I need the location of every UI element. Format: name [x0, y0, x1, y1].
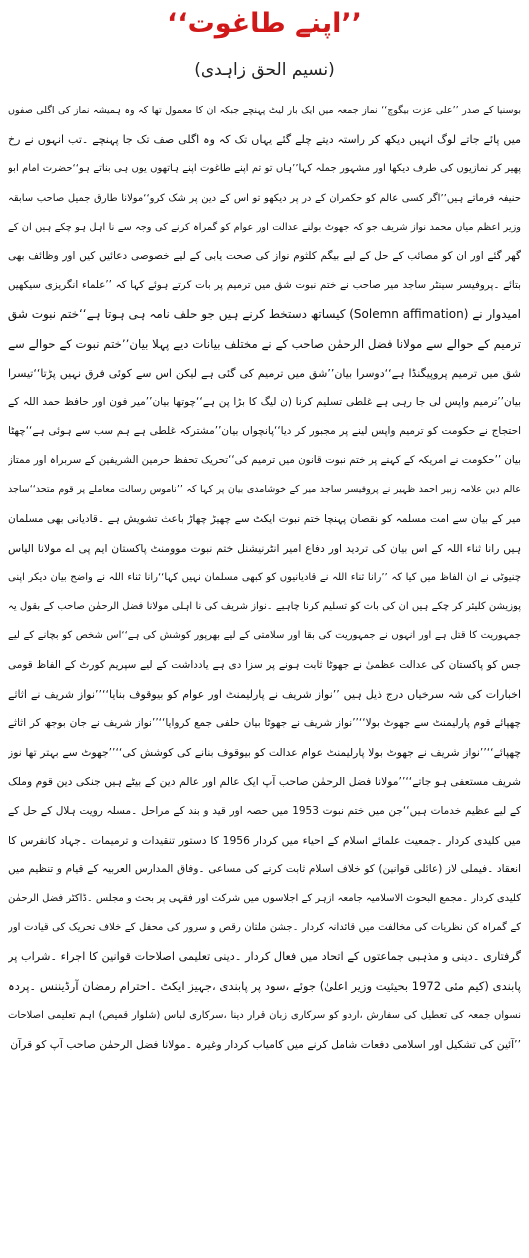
body-text-line: چھپائے قوم پارلیمنٹ سے جھوٹ بولا‘‘’’نواز شریف نے جھوٹا بیان حلفی جمع کروایا‘‘’’نواز شریف نے جان بوجھ کر اثاثے: [8, 716, 521, 729]
body-text-line: کے گمراہ کن نظریات کی مخالفت میں قائدانہ کردار ۔جشن ملتان رقص و سرور کی محفل کے خلاف تحریک کی قیادت اور: [8, 922, 521, 934]
body-text-line: امیدوار نے (Solemn affimation) کیساتھ دستخط کرنے ہیں جو حلف نامہ ہی ہوتا ہے‘‘ختم نبوت شق: [8, 307, 521, 322]
body-text-line: کلیدی کردار ۔مجمع البحوث الاسلامیہ جامعہ ازہر کے اجلاسوں میں شرکت اور فقہی پر بحث و مجلس ۔ڈاکٹر فضل الرحمٰن: [8, 893, 521, 905]
body-text-line: چھپائے‘‘’’نواز شریف نے جھوٹ بولا پارلیمنٹ عوام عدالت کو بیوقوف بنانے کی کوشش کی‘‘’’جھوٹ سے بہتر تھا نوز: [8, 746, 521, 760]
body-text-line: ہیں رانا ثناء اللہ کے اس بیان کی تردید اور دفاع امیر انٹرنیشنل ختم نبوت موومنٹ پاکستان ایم پی اے مولانا الیاس: [8, 541, 521, 555]
body-text-line: بوسنیا کے صدر ’’علی عزت بیگوچ‘‘ نماز جمعہ میں ایک بار لیٹ پہنچے جبکہ ان کا معمول تھا کہ وہ ہمیشہ نماز کی اگلی صفوں: [8, 105, 521, 116]
body-text-line: پھیر کر نمازیوں کی طرف دیکھا اور مشہور جملہ کہا’’ہاں تو تم اپنے طاغوت اپنے ہاتھوں یوں ہی بناتے ہو‘‘حضرت امام ابو: [8, 163, 521, 175]
body-text-line: گھر گئے اور ان کو مصائب کے حل کے لیے بیگم کلثوم نواز کی صحت یابی کے لیے خصوصی دعائیں کیں اور وظائف بھی: [8, 249, 521, 262]
body-text-line: میں پائے جاتے لوگ انہیں دیکھ کر راستہ دیتے چلے گئے یہاں تک کہ وہ اگلی صف تک جا پہنچے ۔تب انہوں نے رخ: [8, 133, 521, 147]
body-text-line: احتجاج نے حکومت کو ترمیم واپس لینے پر مجبور کر دیا‘‘پانچواں بیان’’مشترکہ غلطی ہے ہم سب سے ہوئی ہے‘‘چھٹا: [8, 425, 521, 438]
body-text-line: چنیوٹی نے ان الفاظ میں کیا کہ ’’رانا ثناء اللہ نے قادیانیوں کو کبھی مسلمان نہیں کہا‘‘رانا ثناء اللہ نے واضح بیان دیکر اپنی: [8, 572, 521, 583]
body-text-line: بتائے ۔پروفیسر سینٹر ساجد میر صاحب نے ختم نبوت شق میں ترمیم پر بات کرتے ہوئے کہا کہ ’’علماء انگریزی سیکھیں: [8, 279, 521, 292]
author-byline: (نسیم الحق زاہدی): [194, 60, 335, 80]
body-text-line: نسواں جمعہ کی تعطیل کی سفارش ،اردو کو سرکاری زبان قرار دینا ،سرکاری لباس (شلوار قمیص) اہم تعلیمی اصلاحات: [8, 1009, 521, 1021]
body-text-line: ترمیم کے حوالے سے مولانا فضل الرحمٰن صاحب کے نے مختلف بیانات دیے پہلا بیان’’ختم نبوت کے حوالے سے: [8, 336, 521, 351]
body-text-line: حنیفہ فرماتے ہیں’’اگر کسی عالم کو حکمران کے در پر دیکھو تو اس کے دین پر شک کرو‘‘مولانا طارق جمیل صاحب سابقہ: [8, 192, 521, 204]
body-text-line: میں کلیدی کردار ۔جمعیت علمائے اسلام کے احیاء میں کردار 1956 کا دستور تنقیدات و ترمیمات ۔جہاد کانفرس کا: [8, 833, 521, 847]
article-title: ’’اپنے طاغوت‘‘: [167, 8, 362, 39]
body-text-line: ’’آئین کی تشکیل اور اسلامی دفعات شامل کرنے میں کامیاب کردار وغیرہ ۔مولانا فضل الرحمٰن صاحب آپ کو قرآن: [10, 1038, 521, 1051]
body-text-line: جمہوریت کا قتل ہے اور انہوں نے جمہوریت کی بقا اور سلامتی کے لیے بھرپور کوشش کی ہے‘‘اس شخص کو بچانے کے لیے: [8, 630, 521, 642]
article-body: [8, 96, 521, 1059]
body-text-line: عالم دین علامہ زبیر احمد ظہیر نے پروفیسر ساجد میر کے خوشامدی بیان پر کہا کہ ’’ناموس رسالت معاملے پر قوم متحد‘‘ساجد: [8, 484, 521, 496]
body-text-line: میر کے بیان سے امت مسلمہ کو نقصان پہنچا ختم نبوت ایکٹ سے چھیڑ چھاڑ باعث تشویش ہے ۔قادیانی بھی مسلمان: [8, 512, 521, 525]
body-text-line: بیان ’’حکومت نے امریکہ کے کہنے پر ختم نبوت قانون میں ترمیم کی‘‘تحریک تحفظ حرمین الشریفین کے سربراہ اور ممتاز: [8, 454, 521, 467]
body-text-line: پوزیشن کلیئر کر چکے ہیں ان کی بات کو تسلیم کرنا چاہیے ۔نواز شریف کی نا اہلی مولانا فضل الرحمٰن صاحب کے بقول یہ: [8, 601, 521, 613]
body-text-line: وزیر اعظم میاں محمد نواز شریف جو کہ جھوٹ بولنے عدالت اور عوام کو گمراہ کرنے کی وجہ سے نا اہل ہو چکے ہیں ان کے: [8, 221, 521, 233]
body-text-line: پابندی (کیم مئی 1972 بحیثیت وزیر اعلیٰ) جوئے ،سود پر پابندی ،جہیز ایکٹ ۔احترام رمضان آرڈیننس ۔پردہ: [8, 978, 521, 993]
body-text-line: کے لیے عظیم خدمات ہیں‘‘جن میں ختم نبوت 1953 میں حصہ اور قید و بند کے مراحل ۔مسلہ رویت ہلال کے حل کے: [8, 804, 521, 817]
body-text-line: شریف مستعفی ہو جاتے‘‘’’مولانا فضل الرحمٰن صاحب آپ ایک عالم اور عالم دین کے بیٹے ہیں جنکی دین قوم وملک: [8, 775, 521, 789]
body-text-line: جس کو پاکستان کی عدالت عظمیٰ نے جھوٹا ثابت ہونے پر سزا دی ہے یادداشت کے لیے سپریم کورٹ کے الفاظ قومی: [8, 658, 521, 671]
body-text-line: گرفتاری ۔دینی و مذہبی جماعتوں کے اتحاد میں فعال کردار ۔دینی تعلیمی اصلاحات قوانین کا اجراء ۔شراب پر: [8, 950, 521, 964]
body-text-line: بیان’’ترمیم واپس لی جا رہی ہے غلطی تسلیم کرنا (ن لیگ کا بڑا پن ہے‘‘چوتھا بیان’’میر فون اور حافظ حمد اللہ کے: [8, 395, 521, 408]
body-text-line: شق میں ترمیم پروپیگنڈا ہے‘‘دوسرا بیان’’شق میں ترمیم کی گئی ہے لیکن اس سے کوئی فرق نہیں پڑتا‘‘تیسرا: [8, 366, 521, 380]
body-text-line: انعقاد ۔فیملی لاز (عائلی قوانین) کو خلاف اسلام ثابت کرنے کی مساعی ۔وفاق المدارس العربیہ کے قیام و تنظیم میں: [8, 862, 521, 875]
body-text-line: اخبارات کی شہ سرخیاں درج ذیل ہیں ’’نواز شریف نے پارلیمنٹ اور عوام کو بیوقوف بنایا‘‘’’نواز شریف نے اثاثے: [8, 687, 521, 701]
